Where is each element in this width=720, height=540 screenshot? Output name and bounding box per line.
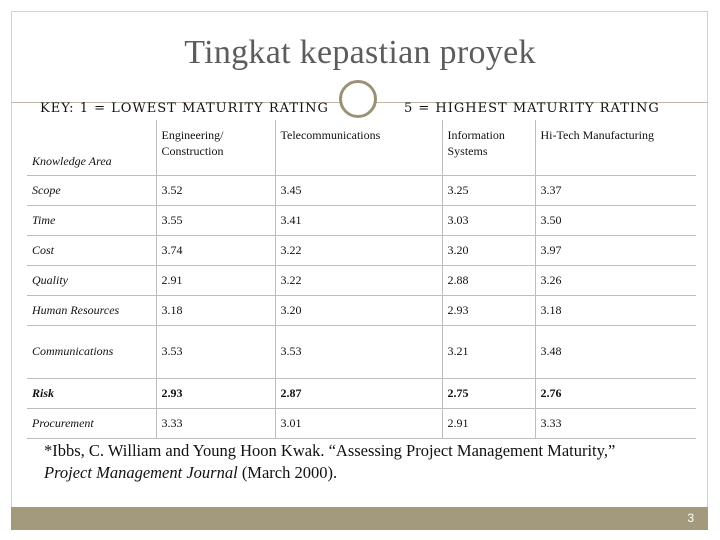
cell-rating: 3.22 (275, 235, 442, 265)
cell-rating: 3.01 (275, 408, 442, 438)
citation (44, 440, 704, 484)
cell-rating: 3.18 (535, 295, 696, 325)
table-row (27, 265, 696, 295)
header-information-systems: Information Systems (442, 120, 535, 175)
table-row (27, 378, 696, 408)
cell-rating: 2.87 (275, 378, 442, 408)
cell-knowledge-area: Quality (27, 265, 156, 295)
cell-knowledge-area: Risk (27, 378, 156, 408)
header-hitech-manufacturing: Hi-Tech Manufacturing (535, 120, 696, 175)
cell-rating: 3.52 (156, 175, 275, 205)
table-row (27, 295, 696, 325)
table-header-row (27, 120, 696, 175)
key-lowest: KEY: 1 = LOWEST MATURITY RATING (40, 101, 329, 116)
cell-rating: 2.76 (535, 378, 696, 408)
cell-knowledge-area: Procurement (27, 408, 156, 438)
cell-rating: 3.26 (535, 265, 696, 295)
cell-rating: 3.74 (156, 235, 275, 265)
cell-rating: 3.33 (156, 408, 275, 438)
cell-rating: 3.18 (156, 295, 275, 325)
cell-rating: 2.91 (442, 408, 535, 438)
header-telecommunications: Telecommunications (275, 120, 442, 175)
table-row (27, 205, 696, 235)
cell-knowledge-area: Human Resources (27, 295, 156, 325)
header-engineering: Engineering/ Construction (156, 120, 275, 175)
page-number: 3 (687, 511, 694, 525)
cell-rating: 2.88 (442, 265, 535, 295)
footer-bar (11, 507, 708, 530)
citation-rest: (March 2000). (237, 463, 338, 482)
cell-rating: 2.93 (442, 295, 535, 325)
cell-rating: 2.75 (442, 378, 535, 408)
table-row (27, 325, 696, 378)
citation-journal: Project Management Journal (44, 463, 238, 482)
cell-rating: 3.03 (442, 205, 535, 235)
table-body (27, 175, 696, 438)
cell-rating: 3.55 (156, 205, 275, 235)
cell-rating: 3.41 (275, 205, 442, 235)
cell-knowledge-area: Communications (27, 325, 156, 378)
cell-rating: 3.48 (535, 325, 696, 378)
citation-line2 (44, 462, 704, 484)
maturity-table (27, 120, 696, 439)
cell-rating: 2.93 (156, 378, 275, 408)
cell-rating: 3.50 (535, 205, 696, 235)
header-knowledge-area: Knowledge Area (27, 120, 156, 175)
cell-rating: 3.37 (535, 175, 696, 205)
table-row (27, 408, 696, 438)
cell-rating: 3.22 (275, 265, 442, 295)
cell-rating: 3.20 (275, 295, 442, 325)
cell-rating: 3.33 (535, 408, 696, 438)
cell-rating: 3.53 (275, 325, 442, 378)
table-row (27, 175, 696, 205)
cell-rating: 3.20 (442, 235, 535, 265)
key-highest: 5 = HIGHEST MATURITY RATING (404, 101, 660, 116)
table-row (27, 235, 696, 265)
cell-knowledge-area: Scope (27, 175, 156, 205)
cell-rating: 3.45 (275, 175, 442, 205)
cell-rating: 3.97 (535, 235, 696, 265)
cell-rating: 3.25 (442, 175, 535, 205)
cell-knowledge-area: Cost (27, 235, 156, 265)
cell-rating: 3.53 (156, 325, 275, 378)
divider-ring (339, 80, 377, 118)
citation-line1: *Ibbs, C. William and Young Hoon Kwak. “Assessing Project Management Maturity,” (44, 441, 616, 460)
cell-knowledge-area: Time (27, 205, 156, 235)
cell-rating: 3.21 (442, 325, 535, 378)
slide-title: Tingkat kepastian proyek (184, 34, 536, 71)
cell-rating: 2.91 (156, 265, 275, 295)
